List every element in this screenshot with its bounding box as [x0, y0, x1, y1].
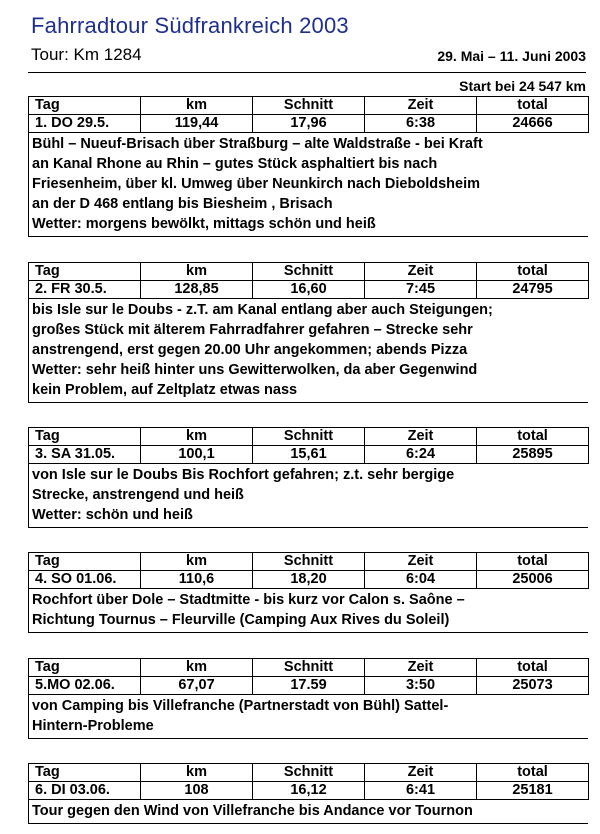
column-header: Tag: [29, 659, 141, 677]
column-header: km: [141, 428, 253, 446]
table-row: [29, 281, 589, 299]
table-header-row: [29, 97, 589, 115]
table-row: [29, 571, 589, 589]
description-line: von Isle sur le Doubs Bis Rochfort gefahren; z.t. sehr bergige: [32, 467, 455, 483]
day-stats-table: [28, 552, 589, 589]
cell-tag: 2. FR 30.5.: [29, 281, 141, 299]
day-entry: [28, 427, 588, 528]
cell-zeit: 6:38: [365, 115, 477, 133]
column-header: Zeit: [365, 659, 477, 677]
description-line: Wetter: schön und heiß: [32, 507, 193, 523]
column-header: total: [477, 97, 589, 115]
column-header: Schnitt: [253, 553, 365, 571]
table-row: [29, 782, 589, 800]
description-line: Bühl – Nueuf-Brisach über Straßburg – alte Waldstraße - bei Kraft: [32, 136, 483, 152]
column-header: Tag: [29, 97, 141, 115]
description-line: Friesenheim, über kl. Umweg über Neunkirch nach Dieboldsheim: [32, 176, 480, 192]
day-stats-table: [28, 262, 589, 299]
column-header: total: [477, 428, 589, 446]
column-header: Schnitt: [253, 659, 365, 677]
day-description: [28, 695, 588, 739]
column-header: Zeit: [365, 263, 477, 281]
column-header: km: [141, 97, 253, 115]
column-header: total: [477, 764, 589, 782]
column-header: Zeit: [365, 428, 477, 446]
cell-schnitt: 17.59: [253, 677, 365, 695]
column-header: total: [477, 263, 589, 281]
cell-km: 110,6: [141, 571, 253, 589]
description-line: Rochfort über Dole – Stadtmitte - bis kurz vor Calon s. Saône –: [32, 592, 465, 608]
cell-km: 100,1: [141, 446, 253, 464]
table-header-row: [29, 428, 589, 446]
cell-zeit: 6:41: [365, 782, 477, 800]
table-row: [29, 677, 589, 695]
description-line: Hintern-Probleme: [32, 718, 154, 734]
column-header: Tag: [29, 428, 141, 446]
column-header: Tag: [29, 764, 141, 782]
column-header: km: [141, 764, 253, 782]
column-header: Schnitt: [253, 764, 365, 782]
table-header-row: [29, 764, 589, 782]
cell-total: 25181: [477, 782, 589, 800]
day-entry: [28, 763, 588, 824]
column-header: km: [141, 659, 253, 677]
cell-tag: 6. DI 03.06.: [29, 782, 141, 800]
column-header: total: [477, 659, 589, 677]
description-line: an der D 468 entlang bis Biesheim , Brisach: [32, 196, 333, 212]
cell-tag: 5.MO 02.06.: [29, 677, 141, 695]
day-entry: [28, 262, 588, 403]
column-header: Tag: [29, 553, 141, 571]
column-header: total: [477, 553, 589, 571]
day-description: [28, 299, 588, 403]
description-line: Tour gegen den Wind von Villefranche bis Andance vor Tournon: [32, 803, 473, 819]
column-header: Schnitt: [253, 263, 365, 281]
day-entry: [28, 96, 588, 237]
day-stats-table: [28, 96, 589, 133]
column-header: Schnitt: [253, 428, 365, 446]
column-header: Zeit: [365, 97, 477, 115]
description-line: Wetter: morgens bewölkt, mittags schön und heiß: [32, 216, 376, 232]
header-divider: [28, 72, 586, 73]
cell-zeit: 7:45: [365, 281, 477, 299]
cell-km: 119,44: [141, 115, 253, 133]
day-description: [28, 800, 588, 824]
description-line: Strecke, anstrengend und heiß: [32, 487, 244, 503]
cell-schnitt: 18,20: [253, 571, 365, 589]
cell-total: 25006: [477, 571, 589, 589]
cell-total: 25895: [477, 446, 589, 464]
cell-schnitt: 15,61: [253, 446, 365, 464]
description-line: Richtung Tournus – Fleurville (Camping Aux Rives du Soleil): [32, 612, 450, 628]
description-line: an Kanal Rhone au Rhin – gutes Stück asphaltiert bis nach: [32, 156, 438, 172]
table-header-row: [29, 659, 589, 677]
cell-tag: 3. SA 31.05.: [29, 446, 141, 464]
tour-distance: Tour: Km 1284: [31, 45, 142, 64]
cell-total: 24666: [477, 115, 589, 133]
day-description: [28, 133, 588, 237]
cell-schnitt: 17,96: [253, 115, 365, 133]
cell-zeit: 6:24: [365, 446, 477, 464]
cell-schnitt: 16,60: [253, 281, 365, 299]
day-entry: [28, 658, 588, 739]
column-header: Zeit: [365, 764, 477, 782]
cell-km: 108: [141, 782, 253, 800]
cell-tag: 1. DO 29.5.: [29, 115, 141, 133]
description-line: kein Problem, auf Zeltplatz etwas nass: [32, 382, 298, 398]
description-line: anstrengend, erst gegen 20.00 Uhr angekommen; abends Pizza: [32, 342, 468, 358]
column-header: Tag: [29, 263, 141, 281]
cell-schnitt: 16,12: [253, 782, 365, 800]
cell-total: 25073: [477, 677, 589, 695]
day-entry: [28, 552, 588, 633]
description-line: Wetter: sehr heiß hinter uns Gewitterwolken, da aber Gegenwind: [32, 362, 478, 378]
document-title: Fahrradtour Südfrankreich 2003: [31, 13, 349, 38]
tour-dates: 29. Mai – 11. Juni 2003: [437, 48, 586, 64]
cell-km: 67,07: [141, 677, 253, 695]
cell-zeit: 3:50: [365, 677, 477, 695]
day-stats-table: [28, 763, 589, 800]
day-stats-table: [28, 658, 589, 695]
column-header: Zeit: [365, 553, 477, 571]
table-row: [29, 115, 589, 133]
description-line: großes Stück mit älterem Fahrradfahrer gefahren – Strecke sehr: [32, 322, 473, 338]
column-header: km: [141, 263, 253, 281]
day-description: [28, 589, 588, 633]
table-row: [29, 446, 589, 464]
cell-tag: 4. SO 01.06.: [29, 571, 141, 589]
column-header: Schnitt: [253, 97, 365, 115]
table-header-row: [29, 553, 589, 571]
table-header-row: [29, 263, 589, 281]
description-line: von Camping bis Villefranche (Partnerstadt von Bühl) Sattel-: [32, 698, 449, 714]
cell-km: 128,85: [141, 281, 253, 299]
description-line: bis Isle sur le Doubs - z.T. am Kanal entlang aber auch Steigungen;: [32, 302, 493, 318]
cell-zeit: 6:04: [365, 571, 477, 589]
column-header: km: [141, 553, 253, 571]
cell-total: 24795: [477, 281, 589, 299]
day-description: [28, 464, 588, 528]
day-stats-table: [28, 427, 589, 464]
start-odometer: Start bei 24 547 km: [459, 78, 586, 94]
